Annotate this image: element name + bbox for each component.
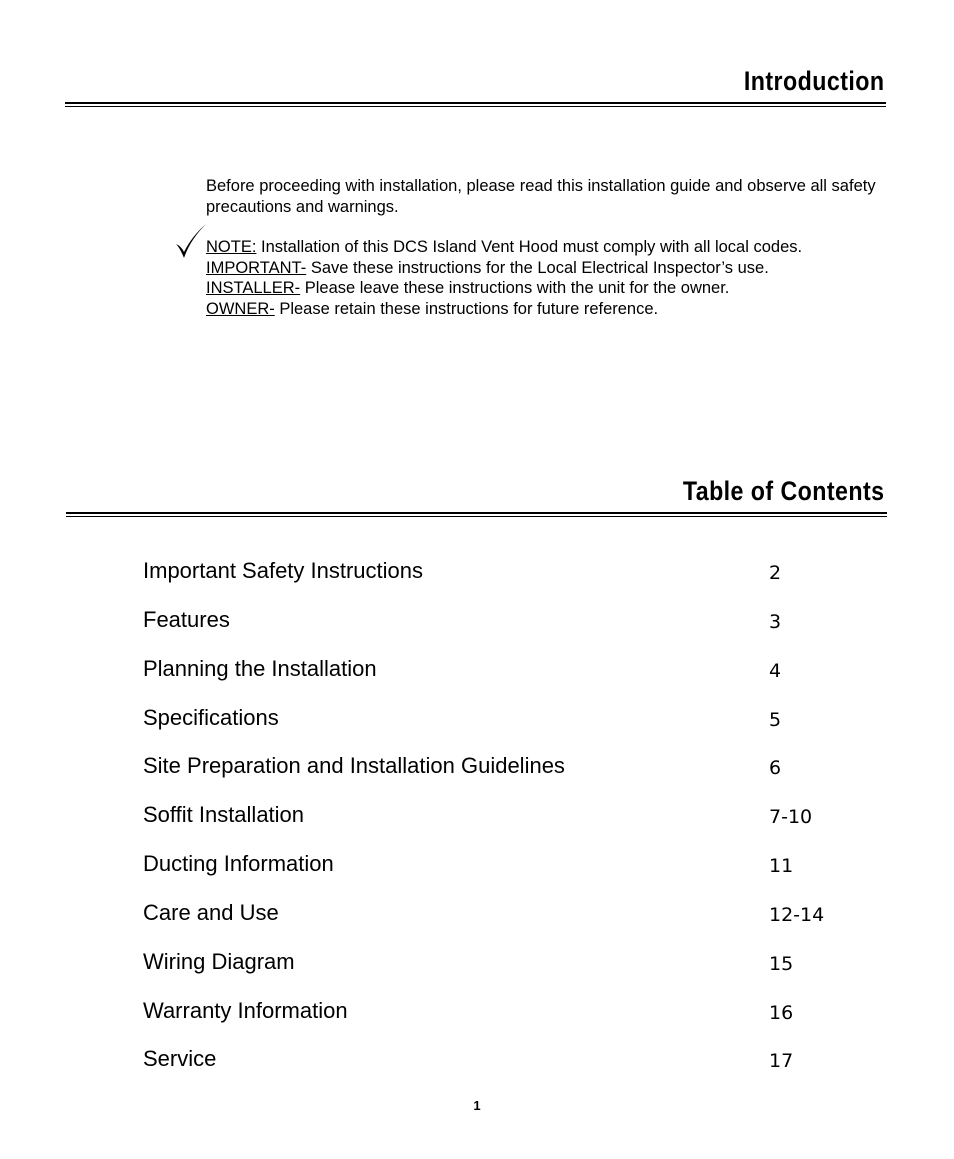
toc-entry[interactable] — [143, 752, 843, 782]
owner-label: OWNER- — [206, 299, 275, 318]
toc-entry[interactable] — [143, 606, 843, 636]
toc-entry[interactable] — [143, 655, 843, 685]
toc-entry-title: Specifications — [143, 705, 279, 730]
installer-label: INSTALLER- — [206, 279, 301, 297]
owner-text: Please retain these instructions for future reference. — [274, 299, 659, 318]
toc-entry-page: 11 — [769, 855, 794, 877]
note-line — [206, 237, 886, 258]
installer-text: Please leave these instructions with the unit for the owner. — [300, 279, 730, 297]
important-text: Save these instructions for the Local Electrical Inspector’s use. — [306, 258, 769, 277]
important-label: IMPORTANT- — [206, 258, 307, 277]
introduction-heading: Introduction — [743, 66, 884, 96]
toc-entry[interactable] — [143, 801, 843, 831]
notes-block — [206, 237, 886, 319]
toc-entry[interactable] — [143, 850, 843, 880]
toc-entry-page: 3 — [769, 611, 782, 633]
checkmark-icon — [174, 222, 208, 262]
toc-entry-page: 2 — [769, 562, 782, 584]
owner-line — [206, 299, 886, 320]
introduction-rule — [65, 102, 886, 107]
toc-entry-page: 16 — [769, 1002, 794, 1024]
toc-entry-title: Warranty Information — [143, 998, 348, 1023]
note-label: NOTE: — [206, 238, 257, 256]
important-line — [206, 258, 886, 279]
toc-entry-page: 15 — [769, 953, 794, 975]
toc-entry[interactable] — [143, 557, 843, 587]
toc-entry-title: Ducting Information — [143, 851, 334, 876]
toc-entry[interactable] — [143, 1045, 843, 1075]
toc-entry-page: 5 — [769, 709, 782, 731]
toc-entry-title: Planning the Installation — [143, 656, 377, 681]
toc-entry-title: Site Preparation and Installation Guidelines — [143, 753, 565, 778]
toc-entry[interactable] — [143, 997, 843, 1027]
toc-entry[interactable] — [143, 704, 843, 734]
toc-entry-page: 6 — [769, 757, 782, 779]
toc-entry-title: Wiring Diagram — [143, 949, 295, 974]
toc-entry-page: 4 — [769, 660, 782, 682]
toc-heading: Table of Contents — [682, 476, 884, 506]
page-number: 1 — [473, 1098, 481, 1113]
toc-entry[interactable] — [143, 899, 843, 929]
toc-entry-page: 7-10 — [769, 806, 813, 828]
installer-line — [206, 278, 886, 299]
toc-entry-title: Important Safety Instructions — [143, 558, 424, 583]
intro-paragraph-block — [206, 176, 886, 217]
toc-entry-page: 12-14 — [769, 904, 825, 926]
toc-entry-title: Service — [143, 1046, 217, 1071]
toc-entry-title: Care and Use — [143, 900, 279, 925]
note-text: Installation of this DCS Island Vent Hood must comply with all local codes. — [256, 238, 803, 256]
intro-paragraph: Before proceeding with installation, please read this installation guide and observe all safety precautions and warnings. — [206, 177, 876, 216]
toc-entry[interactable] — [143, 948, 843, 978]
toc-rule — [66, 512, 887, 517]
toc-entry-page: 17 — [769, 1050, 794, 1072]
toc-entry-title: Features — [143, 607, 230, 632]
toc-entry-title: Soffit Installation — [143, 802, 305, 827]
